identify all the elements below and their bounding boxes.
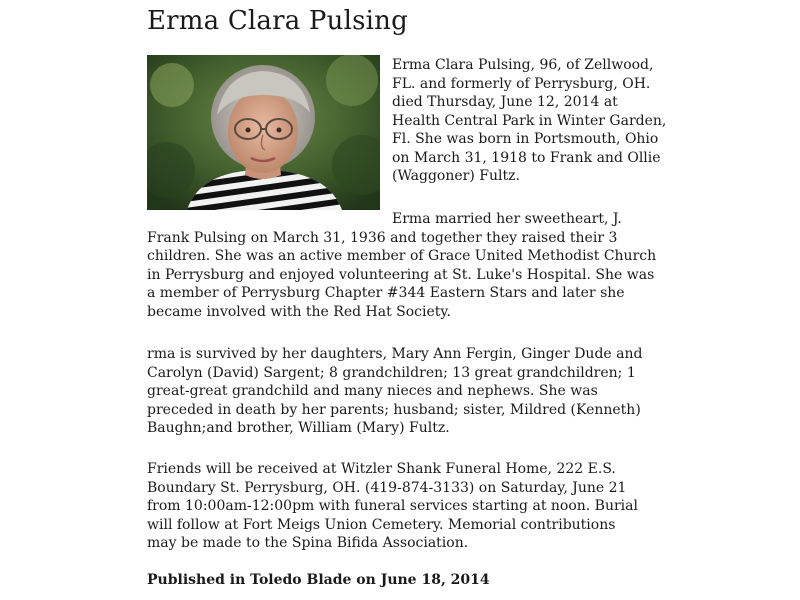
survivors-paragraph: rma is survived by her daughters, Mary Ann Fergin, Ginger Dude and Carolyn (David) Sargent; 8 grandchildren; 13 great grandchildren; 1 great-great grandchild and many nieces and nephews. She was preceded in death by her parents; husband; sister, Mildred (Kenneth) Baughn;and brother, William (Mary) Fultz.	[147, 346, 643, 436]
portrait-photo	[147, 55, 380, 210]
publication-line: Published in Toledo Blade on June 18, 2014	[147, 572, 490, 588]
marriage-paragraph: Erma married her sweetheart, J. Frank Pulsing on March 31, 1936 and together they raised their 3 children. She was an active member of Grace United Methodist Church in Perrysburg and enjoyed volunteering at St. Luke's Hospital. She was a member of Perrysburg Chapter #344 Eastern Stars and later she became involved with the Red Hat Society.	[147, 211, 657, 320]
services-paragraph: Friends will be received at Witzler Shank Funeral Home, 222 E.S. Boundary St. Perrysburg, OH. (419-874-3133) on Saturday, June 21 from 10:00am-12:00pm with funeral services starting at noon. Burial will follow at Fort Meigs Union Cemetery. Memorial contributions may be made to the Spina Bifida Association.	[147, 461, 638, 551]
obituary-title: Erma Clara Pulsing	[147, 6, 408, 36]
intro-paragraph: Erma Clara Pulsing, 96, of Zellwood, FL. and formerly of Perrysburg, OH. died Thursday, June 12, 2014 at Health Central Park in Winter Garden, Fl. She was born in Portsmouth, Ohio on March 31, 1918 to Frank and Ollie (Waggoner) Fultz.	[392, 57, 667, 184]
